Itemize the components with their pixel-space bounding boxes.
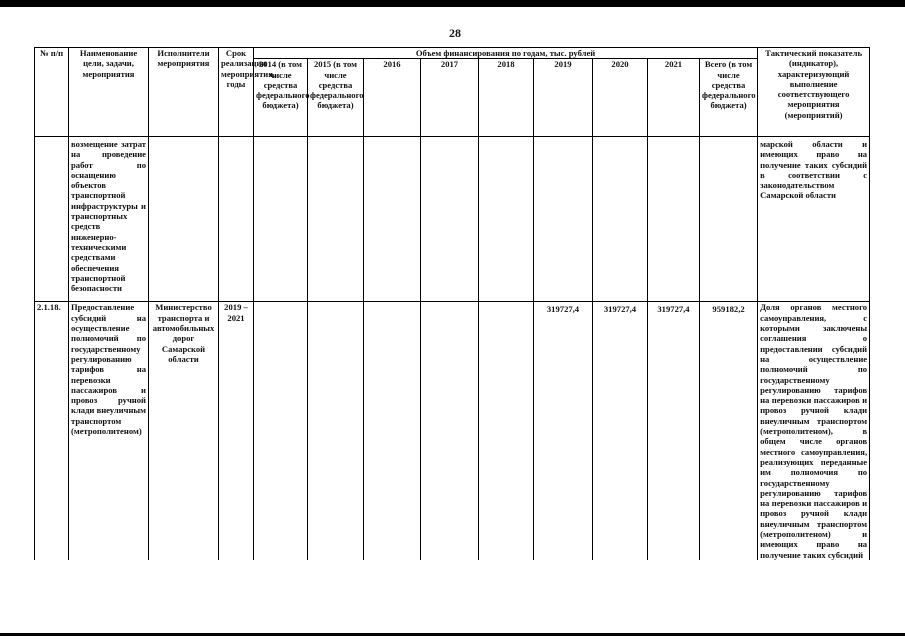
- header-2017: 2017: [421, 59, 479, 137]
- header-term: Срок реализации мероприятия, годы: [219, 48, 254, 137]
- continuation-name-cell: возмещение затрат на проведение работ по оснащению объектов транспортной инфраструктуры и транспортных средств инженерно-техническими средствами обеспечения транспортной безопасности: [69, 137, 149, 294]
- header-num: № п/п: [35, 48, 69, 137]
- row-2014-cell: [254, 302, 308, 560]
- header-total: Всего (в том числе средства федерального бюджета): [700, 59, 758, 137]
- row-indicator-cell: Доля органов местного самоуправления, с которыми заключены соглашения о предоставлении субсидий на осуществление полномочий по государственному регулированию тарифов на перевозки пассажиров и провоз ручной клади внеуличным транспортом (метрополитеном), в общем числе органов местного самоуправления, реализующих переданные им полномочия по государственному регулированию тарифов на перевозки пассажиров и провоз ручной клади внеуличным транспортом (метрополитеном) и имеющих право на получение таких субсидий: [758, 302, 870, 560]
- page-top-border: [0, 0, 905, 7]
- row-2016-cell: [364, 302, 421, 560]
- table-row-spacer: [35, 293, 870, 302]
- row-term-cell: 2019 – 2021: [219, 302, 254, 560]
- row-2021-cell: 319727,4: [648, 302, 700, 560]
- header-name: Наименование цели, задачи, мероприятия: [69, 48, 149, 137]
- header-2019: 2019: [534, 59, 593, 137]
- header-indicator: Тактический показатель (индикатор), характеризующий выполнение соответствующего мероприятия (мероприятий): [758, 48, 870, 137]
- page-number: 28: [449, 26, 461, 40]
- header-2015: 2015 (в том числе средства федерального бюджета): [308, 59, 364, 137]
- row-2019-cell: 319727,4: [534, 302, 593, 560]
- funding-table-container: [34, 47, 869, 560]
- header-2016: 2016: [364, 59, 421, 137]
- header-2020: 2020: [593, 59, 648, 137]
- row-num-cell: 2.1.18.: [35, 302, 69, 560]
- header-2021: 2021: [648, 59, 700, 137]
- header-2014: 2014 (в том числе средства федерального бюджета): [254, 59, 308, 137]
- row-2020-cell: 319727,4: [593, 302, 648, 560]
- header-funding-group: Объем финансирования по годам, тыс. рублей: [254, 48, 758, 59]
- row-2017-cell: [421, 302, 479, 560]
- row-2018-cell: [479, 302, 534, 560]
- table-row-continuation: [35, 137, 870, 294]
- row-name-cell: Предоставление субсидий на осуществление полномочий по государственному регулированию тарифов на перевозки пассажиров и провоз ручной клади внеуличным транспортом (метрополитеном): [69, 302, 149, 560]
- row-executor-cell: Министерство транспорта и автомобильных дорог Самарской области: [149, 302, 219, 560]
- row-2015-cell: [308, 302, 364, 560]
- continuation-indicator-cell: марской области и имеющих право на получение таких субсидий в соответствии с законодательством Самарской области: [758, 137, 870, 294]
- header-2018: 2018: [479, 59, 534, 137]
- funding-table: [34, 47, 870, 560]
- table-row: [35, 302, 870, 560]
- header-executor: Исполнители мероприятия: [149, 48, 219, 137]
- page-bottom-border: [0, 633, 905, 636]
- row-total-cell: 959182,2: [700, 302, 758, 560]
